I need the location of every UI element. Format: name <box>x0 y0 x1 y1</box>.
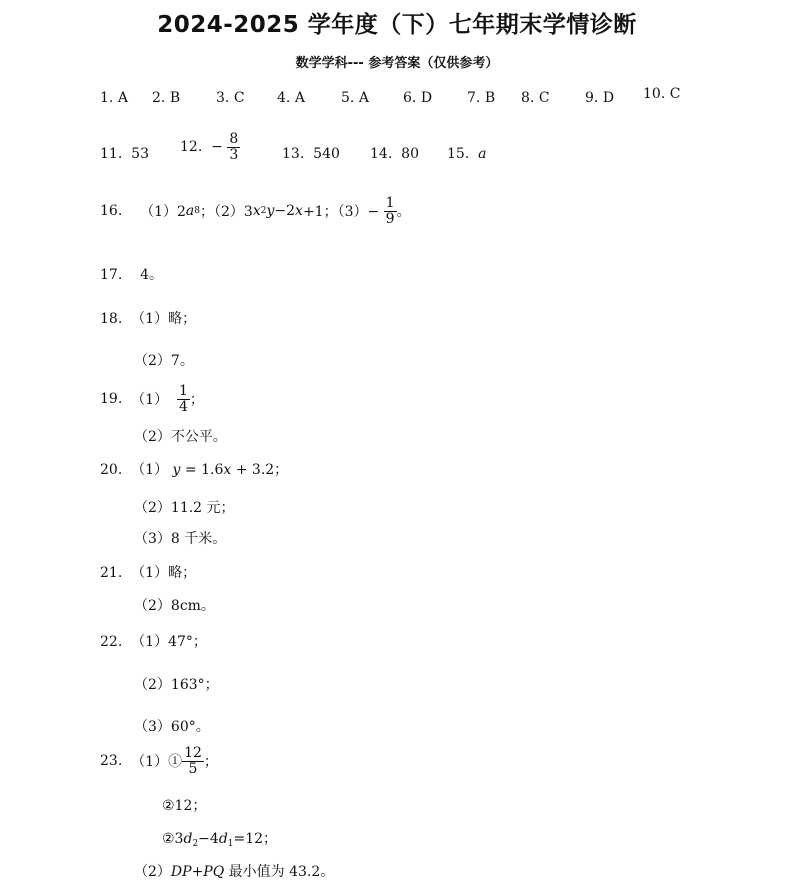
question-number: 20. <box>100 462 123 478</box>
mc-answer-7 <box>467 90 495 106</box>
question-number: 15. <box>447 146 470 162</box>
question-number: 8. <box>521 90 535 106</box>
question-number: 13. <box>282 146 305 162</box>
answer-21-part2: （2）8cm。 <box>134 598 215 614</box>
fraction: $\frac{1}{4}$ <box>179 383 188 415</box>
question-number: 12. <box>180 139 203 156</box>
mc-answer-4 <box>277 90 305 106</box>
question-number: 7. <box>467 90 481 106</box>
answer-value: C <box>538 90 550 106</box>
answer-value: 540 <box>313 146 340 162</box>
question-number: 11. <box>100 146 123 162</box>
question-number: 6. <box>403 90 417 106</box>
answer-value: A <box>358 90 369 106</box>
answer-17 <box>100 264 163 284</box>
answer-value: a <box>478 146 487 162</box>
answer-23-part3: $②3d_2-4d_1=12$； <box>162 831 278 849</box>
answer-18-part2: （2）7。 <box>134 353 194 369</box>
answer-value: A <box>294 90 305 106</box>
question-number: 18. <box>100 311 123 327</box>
answer-value: D <box>420 90 433 106</box>
mc-answer-10 <box>643 86 680 102</box>
question-number: 5. <box>341 90 355 106</box>
answer-12 <box>180 132 240 162</box>
answer-18 <box>100 308 196 328</box>
fraction: $\frac{1}{9}$ <box>385 195 395 227</box>
answer-23-part2: ②12； <box>162 798 207 814</box>
answer-value: 4。 <box>140 267 163 283</box>
answer-11 <box>100 146 149 162</box>
answer-20-part2: （2）11.2 元； <box>134 500 235 516</box>
answer-20: 20. （1） y = 1.6x + 3.2； <box>100 462 289 478</box>
answer-part: （1）略； <box>131 311 197 327</box>
question-number: 10. <box>643 86 666 102</box>
answer-value: C <box>669 86 681 102</box>
question-number: 16. <box>100 203 123 220</box>
question-number: 1. <box>100 90 114 106</box>
answer-part: （1）略； <box>131 565 197 581</box>
question-number: 14. <box>370 146 393 162</box>
question-number: 23. <box>100 753 123 770</box>
question-number: 19. <box>100 391 123 408</box>
mc-answer-3 <box>216 90 245 106</box>
mc-answer-5 <box>341 90 369 106</box>
question-number: 2. <box>152 90 166 106</box>
answer-22-part3: （3）60°。 <box>134 719 210 735</box>
answer-23-part4: （2）DP+PQ 最小值为 43.2。 <box>134 864 335 880</box>
question-number: 3. <box>216 90 230 106</box>
answer-value: B <box>484 90 496 106</box>
answer-22 <box>100 631 207 651</box>
question-number: 21. <box>100 565 123 581</box>
question-number: 22. <box>100 634 123 650</box>
answer-value: B <box>169 90 181 106</box>
question-number: 4. <box>277 90 291 106</box>
answer-15 <box>447 146 487 162</box>
answer-19: 19. （1） $\frac{1}{4}$ ； <box>100 383 204 415</box>
answer-20-part3: （3）8 千米。 <box>134 531 227 547</box>
question-number: 17. <box>100 267 123 283</box>
page-subtitle: 数学学科--- 参考答案（仅供参考） <box>295 56 499 71</box>
minus-sign: − <box>211 139 223 156</box>
mc-answer-1 <box>100 90 128 106</box>
answer-22-part2: （2）163°； <box>134 677 219 693</box>
answer-13 <box>282 146 340 162</box>
fraction: $\frac{12}{5}$ <box>184 745 202 777</box>
mc-answer-8 <box>521 90 550 106</box>
answer-23: 23. （1）① $\frac{12}{5}$ ； <box>100 745 218 777</box>
answer-value: C <box>233 90 245 106</box>
question-number: 9. <box>585 90 599 106</box>
answer-14 <box>370 146 419 162</box>
answer-part: （1）47°； <box>131 634 207 650</box>
answer-value: A <box>117 90 128 106</box>
answer-19-part2: （2）不公平。 <box>134 429 227 445</box>
mc-answer-6 <box>403 90 432 106</box>
answer-value: D <box>602 90 615 106</box>
answer-value: 53 <box>131 146 149 162</box>
fraction: $\frac{8}{3}$ <box>229 131 239 163</box>
page-title: 2024-2025 学年度（下）七年期末学情诊断 <box>157 12 637 38</box>
mc-answer-2 <box>152 90 180 106</box>
mc-answer-9 <box>585 90 614 106</box>
answer-value: 80 <box>401 146 419 162</box>
answer-21 <box>100 562 196 582</box>
answer-16: 16. （1）2 a 8 ；（2）3 x 2 y −2 x +1；（3）− $\frac{1}{9}$ 。 <box>100 195 411 227</box>
